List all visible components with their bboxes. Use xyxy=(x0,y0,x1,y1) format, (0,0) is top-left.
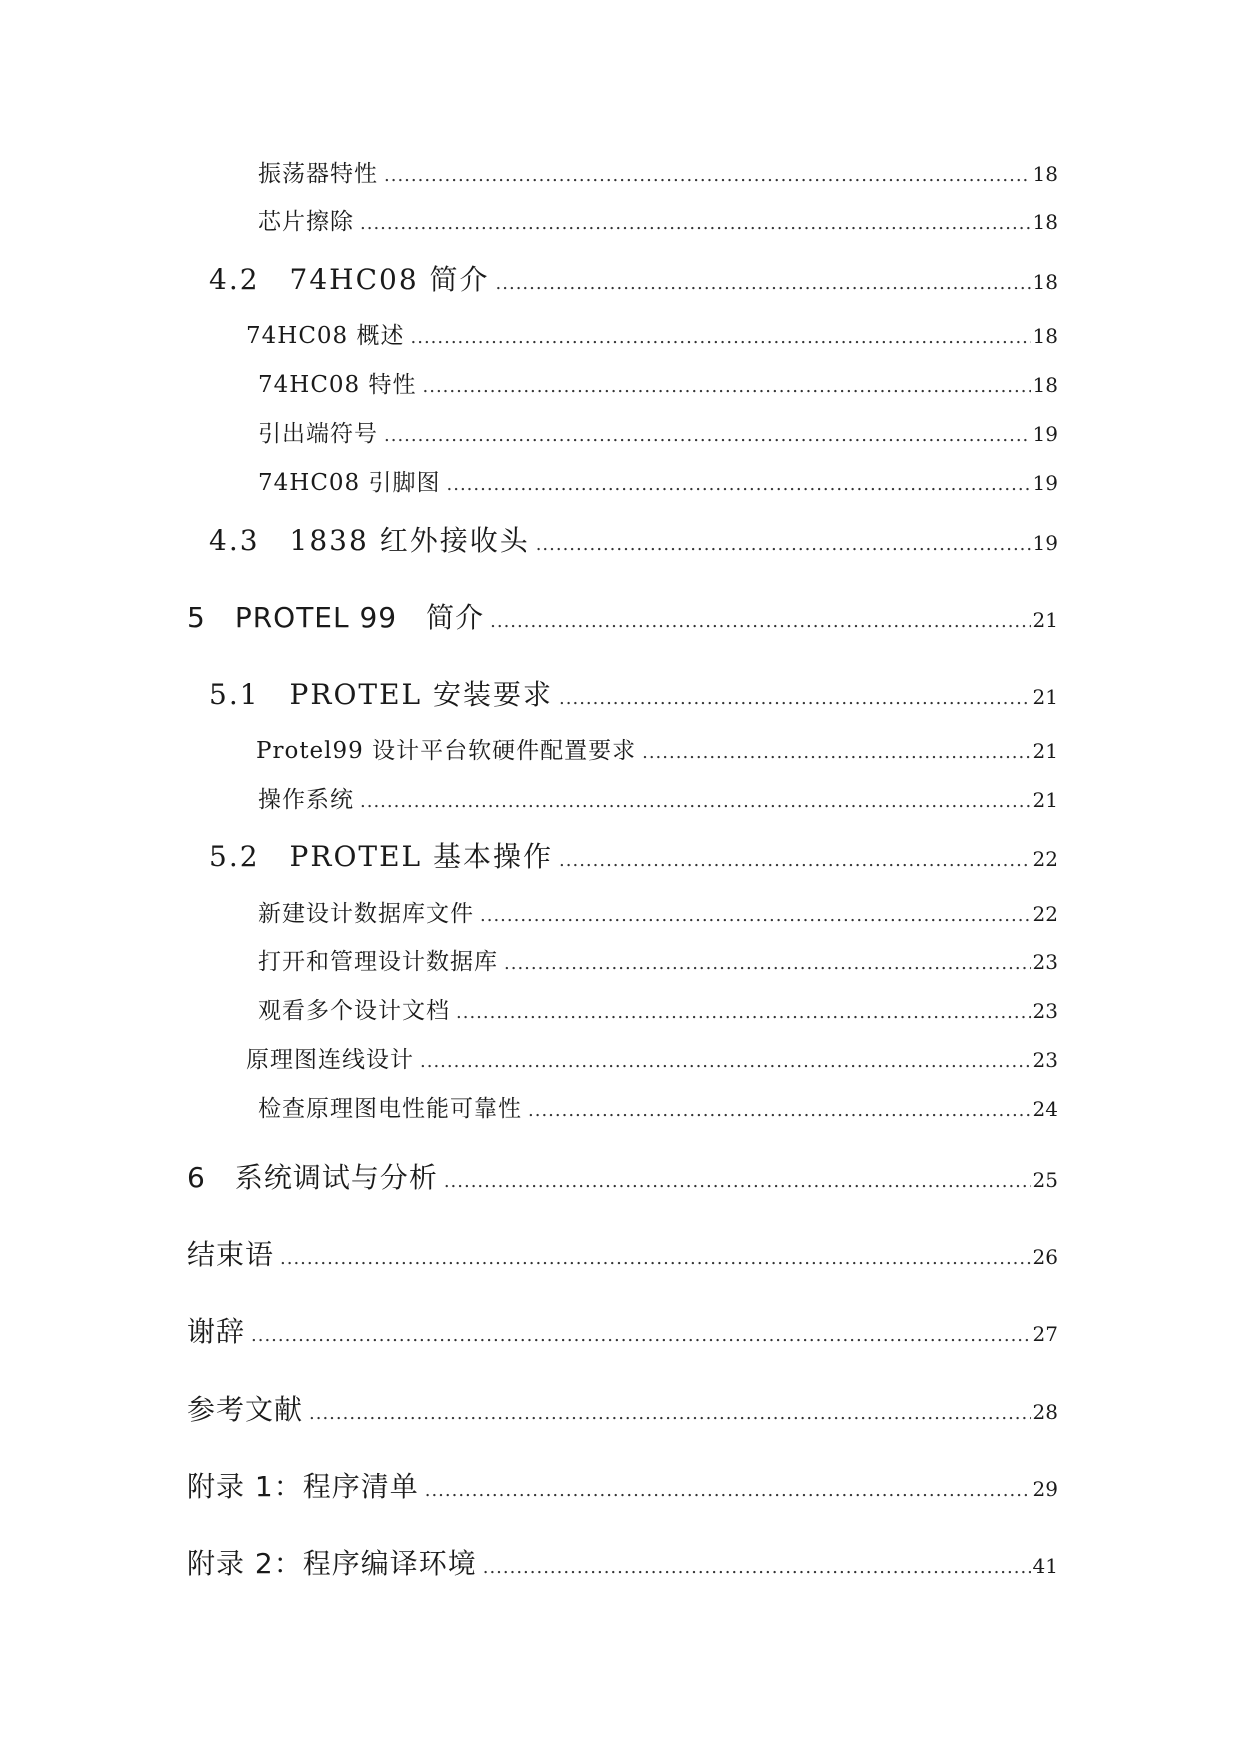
toc-entry[interactable] xyxy=(187,1547,1058,1580)
toc-entry-label: 附录 1：程序清单 xyxy=(187,1470,419,1503)
dot-leader xyxy=(456,1004,1031,1022)
toc-entry-label: 引出端符号 xyxy=(258,421,378,447)
toc-entry-label: 新建设计数据库文件 xyxy=(258,901,474,927)
toc-entry-page: 18 xyxy=(1032,210,1058,234)
dot-leader xyxy=(559,852,1031,870)
toc-entry-label: 附录 2：程序编译环境 xyxy=(187,1547,477,1580)
toc-entry[interactable] xyxy=(187,1470,1058,1503)
toc-entry-page: 27 xyxy=(1032,1322,1058,1346)
toc-entry-page: 29 xyxy=(1032,1477,1058,1501)
toc-entry-page: 24 xyxy=(1032,1097,1058,1121)
toc-entry-page: 26 xyxy=(1032,1245,1058,1269)
dot-leader xyxy=(483,1559,1031,1577)
toc-entry[interactable] xyxy=(187,1238,1058,1271)
dot-leader xyxy=(251,1327,1031,1345)
toc-entry-page: 21 xyxy=(1032,788,1058,812)
toc-entry[interactable] xyxy=(246,1049,1058,1072)
toc-entry[interactable] xyxy=(258,789,1058,812)
toc-entry-label: 74HC08 引脚图 xyxy=(258,470,441,496)
dot-leader xyxy=(444,1173,1031,1191)
toc-entry[interactable] xyxy=(187,1393,1058,1426)
dot-leader xyxy=(411,329,1031,347)
toc-entry-page: 41 xyxy=(1032,1554,1058,1578)
toc-entry-label: 操作系统 xyxy=(258,787,354,813)
toc-entry-page: 19 xyxy=(1032,531,1058,555)
toc-entry-label: 4.3 1838 红外接收头 xyxy=(209,524,530,557)
toc-entry-page: 22 xyxy=(1032,847,1058,871)
toc-entry[interactable] xyxy=(258,903,1058,926)
toc-entry[interactable] xyxy=(187,1161,1058,1194)
toc-entry-label: 5.2 PROTEL 基本操作 xyxy=(209,840,554,873)
toc-entry-label: 参考文献 xyxy=(187,1393,304,1426)
toc-entry-label: 打开和管理设计数据库 xyxy=(258,949,498,975)
toc-entry[interactable] xyxy=(209,263,1058,296)
toc-entry-page: 23 xyxy=(1032,950,1058,974)
toc-entry[interactable] xyxy=(258,211,1058,234)
toc-entry-label: 74HC08 概述 xyxy=(246,323,405,349)
toc-entry[interactable] xyxy=(187,601,1058,634)
toc-entry-label: 振荡器特性 xyxy=(258,161,378,187)
toc-entry-page: 21 xyxy=(1032,685,1058,709)
toc-entry-label: 结束语 xyxy=(187,1238,275,1271)
toc-entry-label: 谢辞 xyxy=(187,1315,246,1348)
dot-leader xyxy=(360,793,1031,811)
toc-entry-page: 19 xyxy=(1032,471,1058,495)
toc-entry[interactable] xyxy=(258,1000,1058,1023)
toc-entry[interactable] xyxy=(256,740,1058,763)
toc-entry-page: 23 xyxy=(1032,999,1058,1023)
toc-entry-label: 原理图连线设计 xyxy=(246,1047,414,1073)
toc-entry-label: 74HC08 特性 xyxy=(258,372,417,398)
toc-entry-label: Protel99 设计平台软硬件配置要求 xyxy=(256,738,637,764)
toc-entry[interactable] xyxy=(258,1098,1058,1121)
toc-entry-page: 21 xyxy=(1032,739,1058,763)
toc-entry-label: 5.1 PROTEL 安装要求 xyxy=(209,678,554,711)
toc-entry-label: 5 PROTEL 99 简介 xyxy=(187,601,485,634)
dot-leader xyxy=(480,907,1031,925)
toc-entry[interactable] xyxy=(258,374,1058,397)
toc-entry[interactable] xyxy=(187,1315,1058,1348)
toc-entry-page: 21 xyxy=(1032,608,1058,632)
dot-leader xyxy=(384,427,1031,445)
toc-entry[interactable] xyxy=(258,951,1058,974)
toc-entry-page: 23 xyxy=(1032,1048,1058,1072)
dot-leader xyxy=(490,613,1030,631)
toc-entry[interactable] xyxy=(209,678,1058,711)
toc-entry[interactable] xyxy=(209,840,1058,873)
dot-leader xyxy=(280,1250,1031,1268)
dot-leader xyxy=(528,1102,1031,1120)
toc-entry[interactable] xyxy=(209,524,1058,557)
dot-leader xyxy=(559,690,1031,708)
toc-entry-page: 22 xyxy=(1032,902,1058,926)
dot-leader xyxy=(536,536,1031,554)
toc-entry[interactable] xyxy=(258,472,1058,495)
toc-entry-page: 28 xyxy=(1032,1400,1058,1424)
toc-entry-label: 6 系统调试与分析 xyxy=(187,1161,438,1194)
toc-entry-label: 芯片擦除 xyxy=(258,209,354,235)
dot-leader xyxy=(309,1405,1031,1423)
toc-entry-page: 25 xyxy=(1032,1168,1058,1192)
toc-entry-label: 观看多个设计文档 xyxy=(258,998,450,1024)
dot-leader xyxy=(425,1482,1031,1500)
dot-leader xyxy=(360,215,1031,233)
toc-entry[interactable] xyxy=(246,325,1058,348)
toc-entry-page: 19 xyxy=(1032,422,1058,446)
toc-entry[interactable] xyxy=(258,163,1058,186)
dot-leader xyxy=(384,167,1031,185)
dot-leader xyxy=(447,476,1031,494)
dot-leader xyxy=(423,378,1031,396)
dot-leader xyxy=(496,275,1031,293)
dot-leader xyxy=(420,1053,1031,1071)
toc-entry-page: 18 xyxy=(1032,162,1058,186)
toc-entry-label: 检查原理图电性能可靠性 xyxy=(258,1096,522,1122)
toc-entry-page: 18 xyxy=(1032,270,1058,294)
dot-leader xyxy=(642,744,1030,762)
toc-entry-page: 18 xyxy=(1032,373,1058,397)
dot-leader xyxy=(504,955,1031,973)
toc-entry[interactable] xyxy=(258,423,1058,446)
toc-entry-page: 18 xyxy=(1032,324,1058,348)
toc-entry-label: 4.2 74HC08 简介 xyxy=(209,263,490,296)
